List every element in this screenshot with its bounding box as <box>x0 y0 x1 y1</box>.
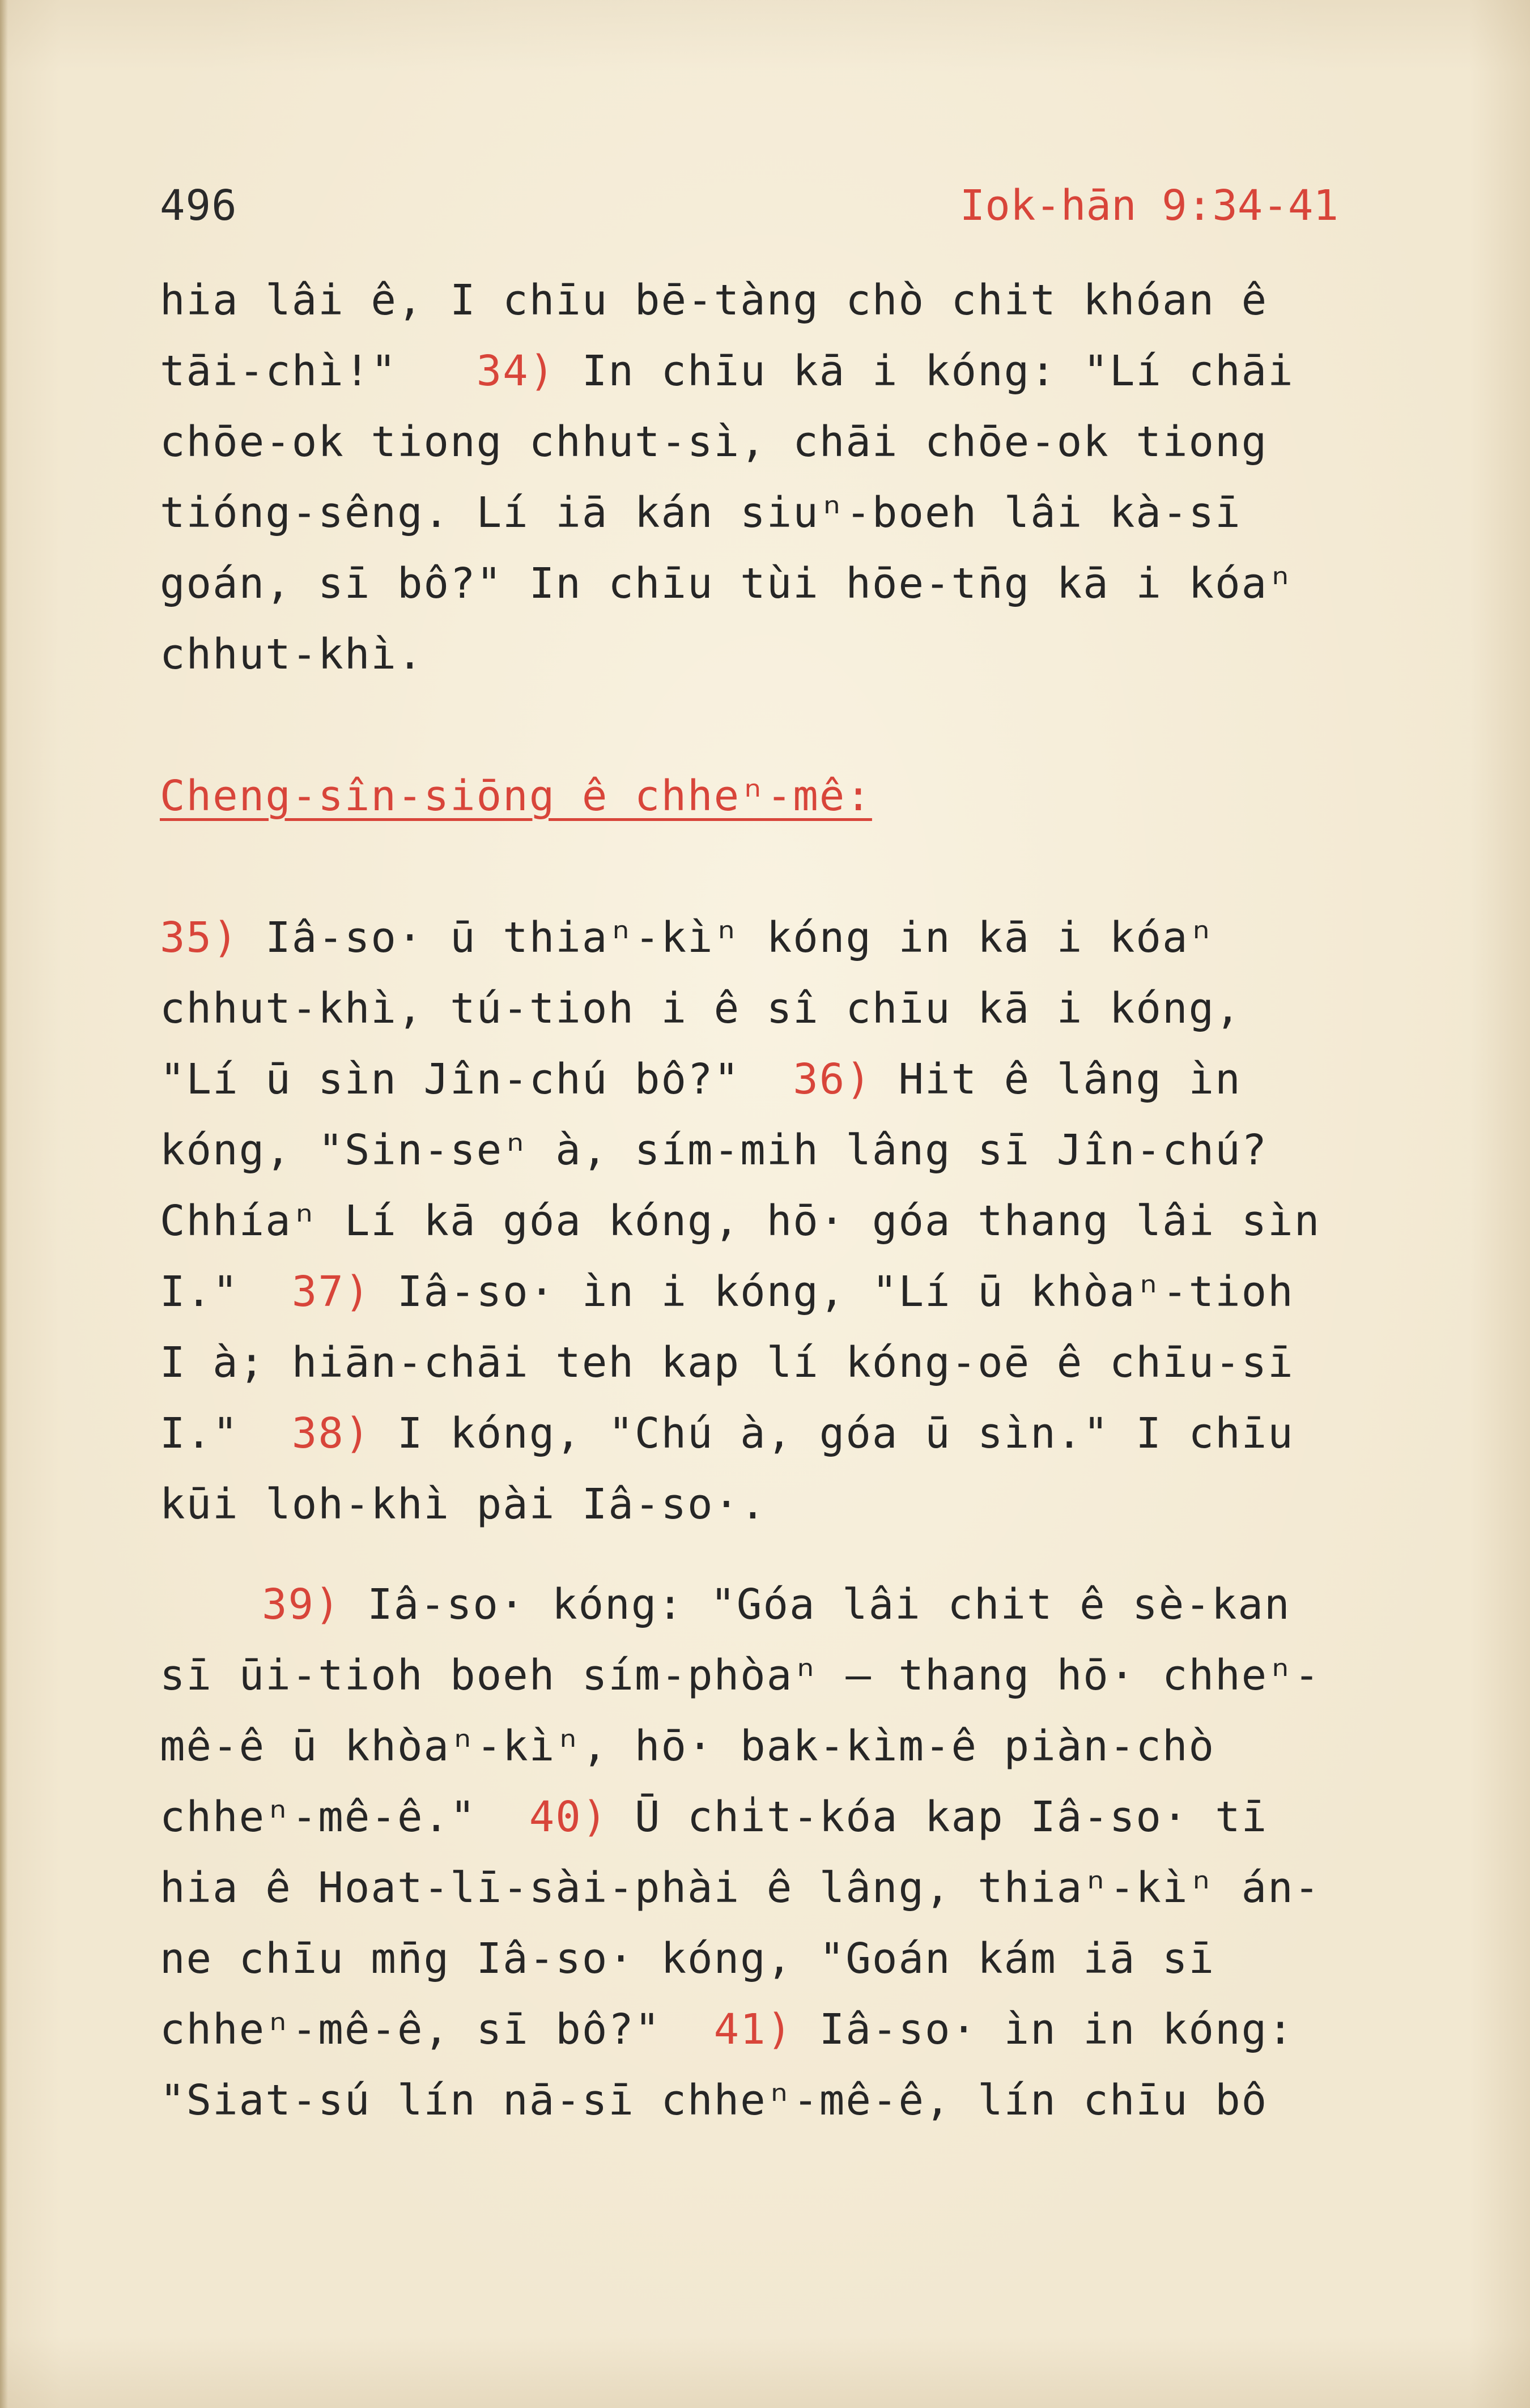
paragraph-gap <box>160 690 1429 761</box>
text-line <box>160 548 1429 619</box>
line-text: Hit ê lâng ìn <box>872 1055 1242 1104</box>
page-edge-shadow <box>0 0 8 2408</box>
page-number: 496 <box>160 181 237 230</box>
line-text: hia ê Hoat-lī-sài-phài ê lâng, thiaⁿ-kìⁿ án- <box>160 1864 1321 1912</box>
line-text: chōe-ok tiong chhut-sì, chāi chōe-ok tiong <box>160 418 1268 466</box>
verse-number-40: 40) <box>529 1793 609 1841</box>
text-line <box>160 265 1429 336</box>
line-text: Iâ-so· ìn in kóng: <box>793 2005 1294 2054</box>
text-line <box>160 1328 1429 1398</box>
verse-number-38: 38) <box>291 1409 371 1458</box>
text-line <box>160 1469 1429 1540</box>
paragraph-gap <box>160 832 1429 903</box>
line-text: kūi loh-khì pài Iâ-so·. <box>160 1480 767 1529</box>
text-line <box>160 1924 1429 1994</box>
page-header <box>160 181 1338 244</box>
line-text: I kóng, "Chú à, góa ū sìn." I chīu <box>371 1409 1294 1458</box>
text-line <box>160 336 1429 407</box>
text-line <box>160 1640 1429 1711</box>
line-text: hia lâi ê, I chīu bē-tàng chò chit khóan ê <box>160 276 1268 325</box>
line-text: Ū chi̍t-kóa kap Iâ-so· tī <box>608 1793 1268 1841</box>
text-line <box>160 973 1429 1044</box>
line-text: "Siat-sú lín nā-sī chheⁿ-mê-ê, lín chīu bô <box>160 2076 1268 2125</box>
text-line <box>160 1257 1429 1328</box>
text-line <box>160 619 1429 690</box>
text-line <box>160 1782 1429 1853</box>
verse-number-41: 41) <box>713 2005 793 2054</box>
line-text: ne chīu mn̄g Iâ-so· kóng, "Goán kám iā sī <box>160 1934 1216 1983</box>
line-text: I." <box>160 1409 239 1458</box>
text-line <box>160 1115 1429 1186</box>
line-text: chhut-khì, tú-tioh i ê sî chīu kā i kóng, <box>160 984 1242 1033</box>
running-head: Iok-hān 9:34-41 <box>959 181 1338 230</box>
line-text: tióng-sêng. Lí iā kán siuⁿ-boeh lâi kà-sī <box>160 488 1242 537</box>
verse-number-35: 35) <box>160 913 239 962</box>
text-line <box>160 478 1429 548</box>
line-text: mê-ê ū khòaⁿ-kìⁿ, hō· bak-kìm-ê piàn-chò <box>160 1722 1216 1771</box>
line-text: Iâ-so· ū thiaⁿ-kìⁿ kóng in kā i kóaⁿ <box>239 913 1216 962</box>
text-line <box>160 761 1429 832</box>
verse-number-34: 34) <box>476 347 556 395</box>
line-text: "Lí ū sìn Jîn-chú bô?" <box>160 1055 741 1104</box>
text-line <box>160 1569 1429 1640</box>
text-line <box>160 1994 1429 2065</box>
text-line <box>160 1044 1429 1115</box>
line-text: goán, sī bô?" In chīu tùi hōe-tn̄g kā i kóaⁿ <box>160 559 1294 608</box>
text-line <box>160 407 1429 478</box>
text-line <box>160 1398 1429 1469</box>
paragraph-gap <box>160 1540 1429 1569</box>
line-text: chhut-khì. <box>160 630 424 679</box>
text-line <box>160 1853 1429 1924</box>
line-text: I." <box>160 1267 239 1316</box>
line-text: tāi-chì!" <box>160 347 397 395</box>
verse-number-37: 37) <box>291 1267 371 1316</box>
text-line <box>160 1186 1429 1257</box>
text-line <box>160 2065 1429 2136</box>
verse-number-39: 39) <box>262 1580 341 1629</box>
body-text <box>160 265 1429 2136</box>
line-text: sī ūi-tioh boeh sím-phòaⁿ — thang hō· chheⁿ- <box>160 1651 1321 1700</box>
line-text: chheⁿ-mê-ê, sī bô?" <box>160 2005 661 2054</box>
verse-number-36: 36) <box>793 1055 872 1104</box>
line-text: I à; hiān-chāi teh kap lí kóng-oē ê chīu-sī <box>160 1338 1294 1387</box>
text-line <box>160 903 1429 973</box>
section-heading: Cheng-sîn-siōng ê chheⁿ-mê: <box>160 772 872 820</box>
line-text: Iâ-so· kóng: "Góa lâi chit ê sè-kan <box>341 1580 1291 1629</box>
line-text: Chhíaⁿ Lí kā góa kóng, hō· góa thang lâi sìn <box>160 1197 1321 1245</box>
line-text: kóng, "Sin-seⁿ à, sím-mih lâng sī Jîn-chú? <box>160 1126 1268 1175</box>
line-text: Iâ-so· ìn i kóng, "Lí ū khòaⁿ-tioh <box>371 1267 1294 1316</box>
line-text: chheⁿ-mê-ê." <box>160 1793 477 1841</box>
line-text: In chīu kā i kóng: "Lí chāi <box>555 347 1294 395</box>
text-line <box>160 1711 1429 1782</box>
